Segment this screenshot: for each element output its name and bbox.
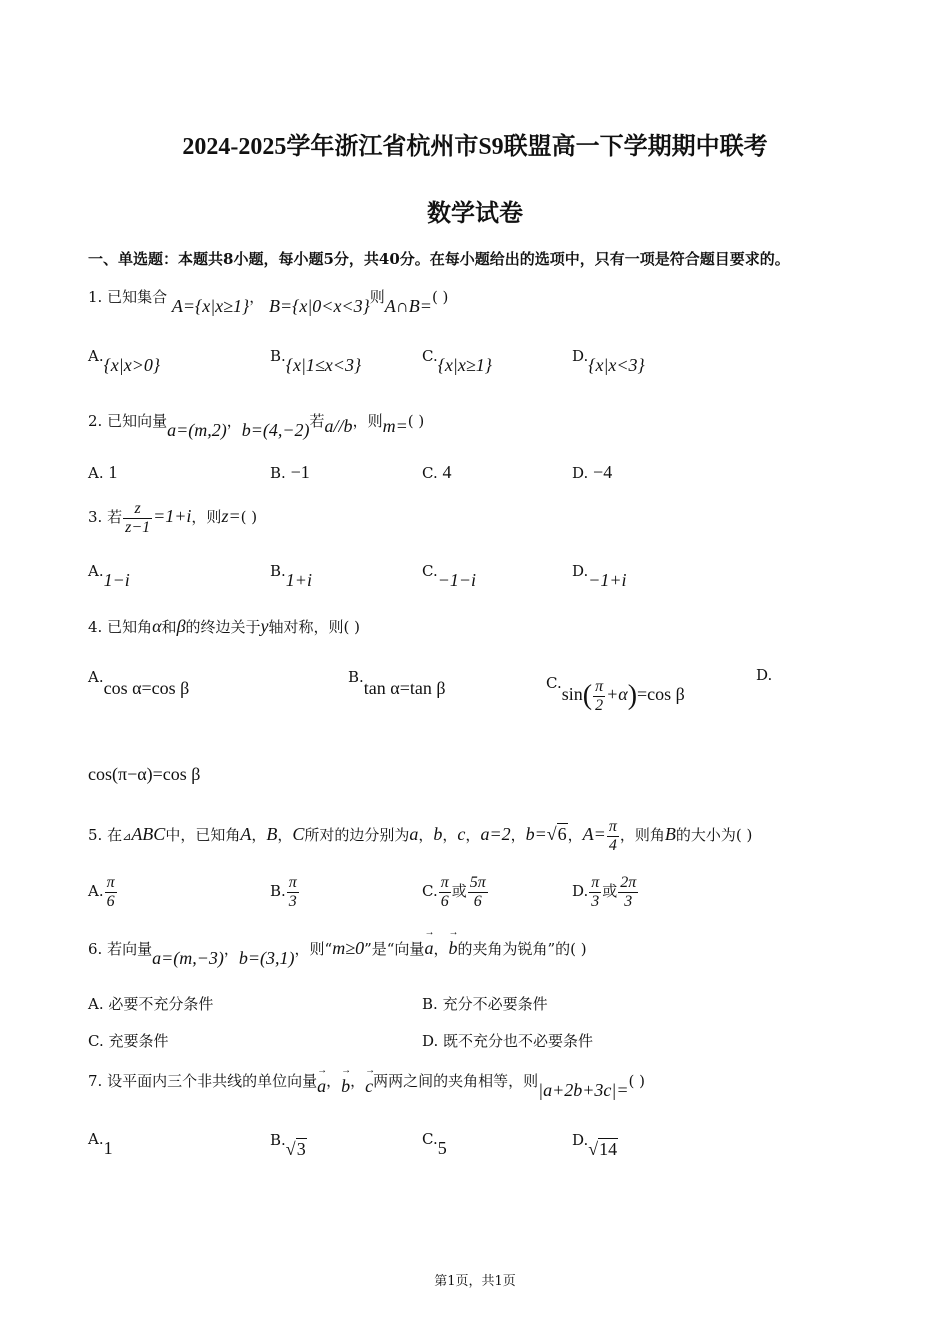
q1-comma: ，: [249, 288, 265, 306]
q4-option-d: cos(π−α)=cos β: [88, 764, 201, 784]
q3-option-a: A.1−i: [88, 562, 130, 590]
q5-option-b: B. $\frac{\pi}{3}$: [270, 874, 297, 910]
q1-option-a: A.{x|x>0}: [88, 347, 161, 375]
q7-option-c: C.5: [422, 1130, 447, 1158]
q7-option-d: D.√14: [572, 1131, 618, 1159]
section-header: 一、单选题：本题共8小题，每小题5分，共40分。在每小题给出的选项中，只有一项是符合题目要求的。: [88, 250, 790, 268]
q4-alpha: α: [152, 616, 162, 636]
q5-option-a: A. $\frac{\pi}{6}$: [88, 874, 115, 910]
page-title: 2024-2025学年浙江省杭州市S9联盟高一下学期期中联考: [182, 134, 768, 160]
q4-beta: β: [176, 616, 186, 636]
q3-option-b: B.1+i: [270, 562, 312, 590]
q7-expr: |a+2b+3c|=: [538, 1080, 629, 1100]
q1-option-c: C.{x|x≥1}: [422, 347, 492, 375]
q4-text-b: 的终边关于: [185, 618, 261, 636]
q3-then: ，则: [191, 508, 222, 527]
q4-and: 和: [161, 618, 177, 636]
q3-paren: ( ): [240, 508, 258, 527]
q4-option-b: B.tan α=tan β: [348, 668, 446, 698]
q1-option-d: D.{x|x<3}: [572, 347, 645, 375]
q3-option-d: D.−1+i: [572, 562, 627, 590]
q3-rhs: =1+i: [153, 506, 192, 527]
q3-fraction: $\frac{z}{z-1}$: [125, 500, 151, 536]
q7-option-a: A.1: [88, 1130, 113, 1158]
q2-parallel: a//b: [324, 416, 353, 436]
q1-option-b: B.{x|1≤x<3}: [270, 347, 362, 375]
question-7: 7. 设平面内三个非共线的单位向量→ a，→ b，→ c两两之间的夹角相等，则|a+2b+3c|=( ): [88, 1070, 645, 1091]
q1-prefix: 1. 已知集合: [88, 288, 168, 306]
q4-option-a: A.cos α=cos β: [88, 668, 190, 698]
q7-option-b: B.√3: [270, 1131, 306, 1159]
question-5: 5. 在⊿ABC中，已知角A，B，C所对的边分别为a，b，c，a=2，b=√6，A= $\frac{\pi}{4}$ ，则角B的大小为( ): [88, 818, 753, 854]
q6-option-b: B. 充分不必要条件: [422, 995, 548, 1013]
q2-prefix: 2. 已知向量: [88, 412, 168, 430]
q4-option-d-label: D.: [756, 666, 773, 684]
q3-prefix: 3. 若: [88, 508, 123, 527]
q2-vector-b: b=(4,−2): [241, 420, 310, 440]
q6-option-d: D. 既不充分也不必要条件: [422, 1032, 594, 1050]
q2-if: 若: [309, 412, 325, 430]
q4-text-a: 4. 已知角: [88, 618, 153, 636]
q1-expr: A∩B=: [384, 296, 432, 316]
q6-vector-a: a=(m,−3): [152, 948, 224, 968]
q2-option-b: B. −1: [270, 462, 310, 482]
q1-then: 则: [369, 288, 385, 306]
q2-vector-a: a=(m,2): [167, 420, 227, 440]
q2-paren: ( ): [407, 412, 425, 430]
q1-set-b: B={x|0<x<3}: [269, 296, 370, 316]
q2-ask: m=: [382, 416, 408, 436]
question-2: [88, 410, 425, 440]
q2-then: ，则: [352, 412, 383, 430]
page-subtitle: 数学试卷: [427, 201, 523, 227]
q1-set-a: A={x|x≥1}: [171, 296, 250, 316]
q3-option-c: C.−1−i: [422, 562, 477, 590]
q6-option-a: A. 必要不充分条件: [88, 995, 214, 1013]
q2-option-a: A. 1: [88, 462, 118, 482]
q4-text-c: 轴对称，则( ): [268, 618, 361, 636]
q1-paren: ( ): [431, 288, 449, 306]
question-3: [88, 500, 257, 536]
q5-option-c: C. $\frac{\pi}{6}$ 或 $\frac{5\pi}{6}$: [422, 874, 486, 910]
q6-option-c: C. 充要条件: [88, 1032, 169, 1050]
question-1: [88, 286, 449, 316]
q6-vector-b: b=(3,1): [238, 948, 295, 968]
question-6: 6. 若向量a=(m,−3)，b=(3,1)，则“m≥0”是“向量→ a，→ b的夹角为锐角”的( ): [88, 938, 587, 959]
q3-ask: z=: [221, 506, 241, 527]
q4-y: y: [260, 616, 269, 636]
q2-option-d: D. −4: [572, 462, 613, 482]
q2-option-c: C. 4: [422, 462, 452, 482]
q5-option-d: D. $\frac{\pi}{3}$ 或 $\frac{2\pi}{3}$: [572, 874, 637, 910]
question-4: [88, 616, 360, 637]
page-footer: 第1页，共1页: [434, 1274, 516, 1289]
q4-option-c: C.sin( $\frac{\pi}{2}$ +α)=cos β: [546, 674, 685, 714]
q2-comma: ，: [226, 412, 242, 430]
